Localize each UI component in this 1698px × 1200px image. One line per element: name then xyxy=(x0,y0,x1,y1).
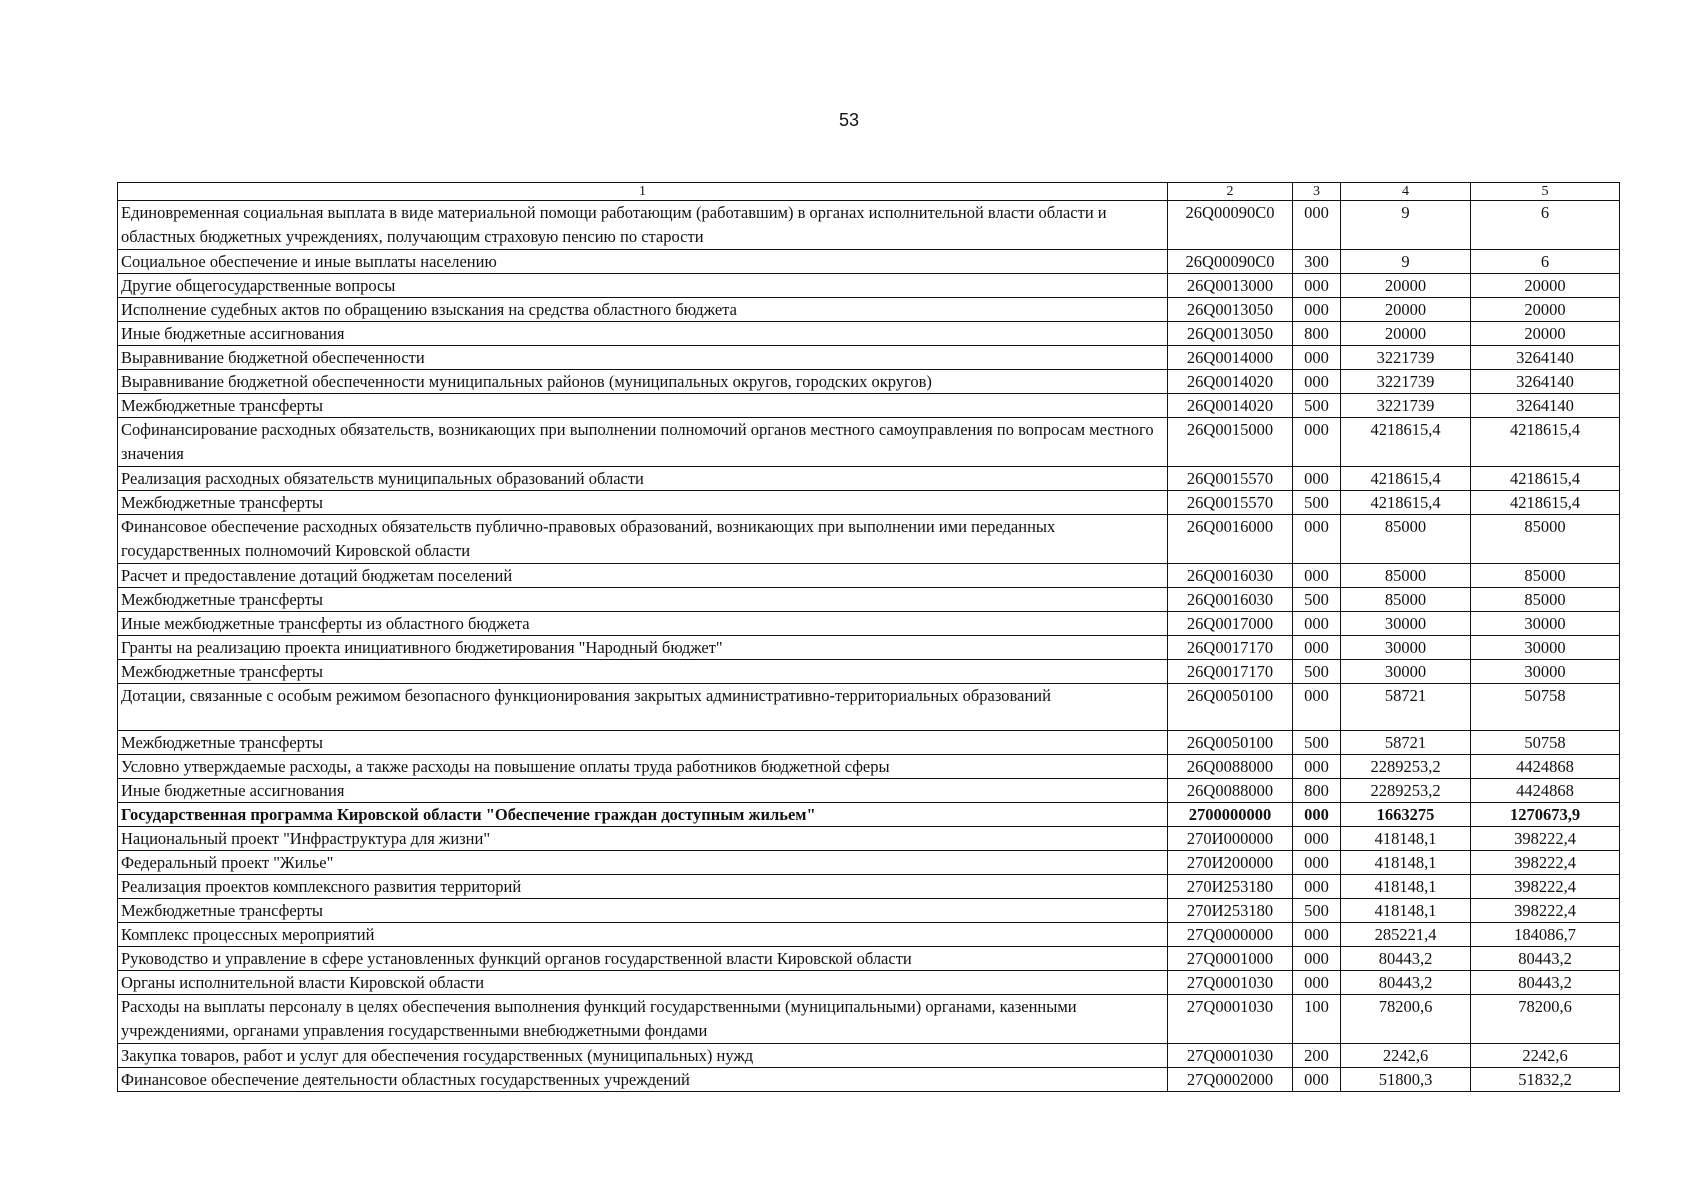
cell-code: 26Q0013050 xyxy=(1168,322,1293,346)
cell-expense-type: 000 xyxy=(1293,684,1341,731)
table-row xyxy=(118,394,1620,418)
cell-code: 270И253180 xyxy=(1168,875,1293,899)
cell-value-4: 80443,2 xyxy=(1341,947,1471,971)
cell-value-5: 6 xyxy=(1471,201,1620,250)
cell-value-4: 30000 xyxy=(1341,660,1471,684)
cell-value-4: 418148,1 xyxy=(1341,899,1471,923)
cell-code: 270И253180 xyxy=(1168,899,1293,923)
cell-value-4: 85000 xyxy=(1341,515,1471,564)
cell-name: Межбюджетные трансферты xyxy=(118,660,1168,684)
cell-value-5: 398222,4 xyxy=(1471,851,1620,875)
cell-value-4: 2289253,2 xyxy=(1341,755,1471,779)
cell-value-5: 30000 xyxy=(1471,612,1620,636)
cell-name: Межбюджетные трансферты xyxy=(118,731,1168,755)
table-row xyxy=(118,803,1620,827)
cell-value-5: 4218615,4 xyxy=(1471,467,1620,491)
cell-value-5: 4424868 xyxy=(1471,779,1620,803)
cell-expense-type: 800 xyxy=(1293,779,1341,803)
cell-name: Иные бюджетные ассигнования xyxy=(118,322,1168,346)
cell-value-5: 4424868 xyxy=(1471,755,1620,779)
header-col-5: 5 xyxy=(1471,183,1620,201)
table-row xyxy=(118,250,1620,274)
cell-value-4: 85000 xyxy=(1341,588,1471,612)
cell-code: 26Q00090C0 xyxy=(1168,250,1293,274)
cell-expense-type: 300 xyxy=(1293,250,1341,274)
table-row xyxy=(118,827,1620,851)
cell-value-4: 80443,2 xyxy=(1341,971,1471,995)
table-row xyxy=(118,1044,1620,1068)
cell-value-4: 285221,4 xyxy=(1341,923,1471,947)
header-col-4: 4 xyxy=(1341,183,1471,201)
table-row xyxy=(118,755,1620,779)
cell-code: 2700000000 xyxy=(1168,803,1293,827)
cell-value-4: 58721 xyxy=(1341,684,1471,731)
cell-value-5: 3264140 xyxy=(1471,346,1620,370)
cell-name: Федеральный проект "Жилье" xyxy=(118,851,1168,875)
cell-name: Органы исполнительной власти Кировской области xyxy=(118,971,1168,995)
cell-name: Финансовое обеспечение расходных обязательств публично-правовых образований, возникающих при выполнении ими переданных государственных полномочий Кировской области xyxy=(118,515,1168,564)
cell-expense-type: 000 xyxy=(1293,201,1341,250)
table-row xyxy=(118,995,1620,1044)
table-row xyxy=(118,731,1620,755)
cell-expense-type: 000 xyxy=(1293,827,1341,851)
table-row xyxy=(118,491,1620,515)
table-row xyxy=(118,298,1620,322)
table-body xyxy=(118,201,1620,1092)
cell-name: Выравнивание бюджетной обеспеченности муниципальных районов (муниципальных округов, городских округов) xyxy=(118,370,1168,394)
cell-name: Межбюджетные трансферты xyxy=(118,899,1168,923)
cell-code: 26Q0013050 xyxy=(1168,298,1293,322)
cell-code: 27Q0000000 xyxy=(1168,923,1293,947)
table-row xyxy=(118,588,1620,612)
cell-value-5: 4218615,4 xyxy=(1471,418,1620,467)
cell-value-4: 3221739 xyxy=(1341,394,1471,418)
cell-value-5: 50758 xyxy=(1471,684,1620,731)
cell-name: Дотации, связанные с особым режимом безопасного функционирования закрытых административно-территориальных образований xyxy=(118,684,1168,731)
cell-expense-type: 000 xyxy=(1293,851,1341,875)
cell-expense-type: 000 xyxy=(1293,755,1341,779)
cell-value-5: 3264140 xyxy=(1471,394,1620,418)
cell-expense-type: 000 xyxy=(1293,370,1341,394)
cell-expense-type: 000 xyxy=(1293,636,1341,660)
cell-expense-type: 000 xyxy=(1293,346,1341,370)
cell-code: 26Q0016030 xyxy=(1168,588,1293,612)
cell-expense-type: 000 xyxy=(1293,923,1341,947)
table-row xyxy=(118,418,1620,467)
cell-name: Руководство и управление в сфере установленных функций органов государственной власти Кировской области xyxy=(118,947,1168,971)
table-row xyxy=(118,851,1620,875)
cell-value-4: 418148,1 xyxy=(1341,875,1471,899)
cell-code: 26Q0016000 xyxy=(1168,515,1293,564)
cell-name: Софинансирование расходных обязательств, возникающих при выполнении полномочий органов местного самоуправления по вопросам местного значения xyxy=(118,418,1168,467)
cell-code: 26Q0016030 xyxy=(1168,564,1293,588)
page-number: 53 xyxy=(838,110,860,130)
cell-value-5: 85000 xyxy=(1471,588,1620,612)
header-col-2: 2 xyxy=(1168,183,1293,201)
cell-expense-type: 000 xyxy=(1293,564,1341,588)
cell-expense-type: 000 xyxy=(1293,515,1341,564)
table-row xyxy=(118,346,1620,370)
cell-value-5: 398222,4 xyxy=(1471,875,1620,899)
cell-code: 27Q0002000 xyxy=(1168,1068,1293,1092)
cell-expense-type: 000 xyxy=(1293,612,1341,636)
cell-value-4: 418148,1 xyxy=(1341,851,1471,875)
cell-expense-type: 000 xyxy=(1293,1068,1341,1092)
table-row xyxy=(118,947,1620,971)
cell-expense-type: 500 xyxy=(1293,899,1341,923)
cell-name: Другие общегосударственные вопросы xyxy=(118,274,1168,298)
cell-code: 26Q0015000 xyxy=(1168,418,1293,467)
cell-expense-type: 800 xyxy=(1293,322,1341,346)
budget-table xyxy=(117,182,1620,1092)
cell-expense-type: 000 xyxy=(1293,875,1341,899)
cell-code: 26Q0014020 xyxy=(1168,370,1293,394)
cell-value-5: 398222,4 xyxy=(1471,827,1620,851)
cell-value-5: 398222,4 xyxy=(1471,899,1620,923)
cell-name: Иные бюджетные ассигнования xyxy=(118,779,1168,803)
table-row xyxy=(118,612,1620,636)
cell-expense-type: 500 xyxy=(1293,394,1341,418)
cell-value-5: 3264140 xyxy=(1471,370,1620,394)
header-col-1: 1 xyxy=(118,183,1168,201)
cell-name: Условно утверждаемые расходы, а также расходы на повышение оплаты труда работников бюджетной сферы xyxy=(118,755,1168,779)
cell-expense-type: 000 xyxy=(1293,803,1341,827)
cell-expense-type: 000 xyxy=(1293,298,1341,322)
cell-value-5: 4218615,4 xyxy=(1471,491,1620,515)
cell-code: 26Q0014000 xyxy=(1168,346,1293,370)
cell-value-5: 184086,7 xyxy=(1471,923,1620,947)
table-row xyxy=(118,923,1620,947)
cell-value-4: 2242,6 xyxy=(1341,1044,1471,1068)
cell-code: 26Q0017000 xyxy=(1168,612,1293,636)
cell-value-4: 30000 xyxy=(1341,612,1471,636)
cell-value-4: 4218615,4 xyxy=(1341,467,1471,491)
cell-code: 27Q0001030 xyxy=(1168,1044,1293,1068)
cell-name: Реализация расходных обязательств муниципальных образований области xyxy=(118,467,1168,491)
cell-code: 26Q0013000 xyxy=(1168,274,1293,298)
cell-name: Исполнение судебных актов по обращению взыскания на средства областного бюджета xyxy=(118,298,1168,322)
cell-name: Иные межбюджетные трансферты из областного бюджета xyxy=(118,612,1168,636)
cell-name: Межбюджетные трансферты xyxy=(118,491,1168,515)
cell-expense-type: 100 xyxy=(1293,995,1341,1044)
table-row xyxy=(118,370,1620,394)
cell-expense-type: 000 xyxy=(1293,418,1341,467)
cell-expense-type: 000 xyxy=(1293,971,1341,995)
cell-code: 26Q00090C0 xyxy=(1168,201,1293,250)
cell-name: Государственная программа Кировской области "Обеспечение граждан доступным жильем" xyxy=(118,803,1168,827)
cell-expense-type: 000 xyxy=(1293,947,1341,971)
table-row xyxy=(118,779,1620,803)
cell-value-4: 418148,1 xyxy=(1341,827,1471,851)
table-row xyxy=(118,1068,1620,1092)
cell-name: Национальный проект "Инфраструктура для жизни" xyxy=(118,827,1168,851)
cell-code: 26Q0050100 xyxy=(1168,684,1293,731)
cell-value-5: 51832,2 xyxy=(1471,1068,1620,1092)
table-row xyxy=(118,564,1620,588)
cell-value-4: 9 xyxy=(1341,250,1471,274)
cell-value-4: 3221739 xyxy=(1341,346,1471,370)
cell-value-5: 80443,2 xyxy=(1471,971,1620,995)
cell-code: 26Q0050100 xyxy=(1168,731,1293,755)
table-row xyxy=(118,515,1620,564)
cell-name: Межбюджетные трансферты xyxy=(118,394,1168,418)
cell-value-4: 1663275 xyxy=(1341,803,1471,827)
cell-value-5: 30000 xyxy=(1471,660,1620,684)
cell-value-4: 9 xyxy=(1341,201,1471,250)
cell-name: Финансовое обеспечение деятельности областных государственных учреждений xyxy=(118,1068,1168,1092)
header-col-3: 3 xyxy=(1293,183,1341,201)
cell-value-4: 20000 xyxy=(1341,322,1471,346)
cell-expense-type: 500 xyxy=(1293,660,1341,684)
cell-name: Социальное обеспечение и иные выплаты населению xyxy=(118,250,1168,274)
cell-value-5: 1270673,9 xyxy=(1471,803,1620,827)
cell-value-4: 3221739 xyxy=(1341,370,1471,394)
cell-name: Расходы на выплаты персоналу в целях обеспечения выполнения функций государственными (муниципальными) органами, казенными учреждениями, органами управления государственными внебюджетными фондами xyxy=(118,995,1168,1044)
cell-name: Закупка товаров, работ и услуг для обеспечения государственных (муниципальных) нужд xyxy=(118,1044,1168,1068)
cell-expense-type: 200 xyxy=(1293,1044,1341,1068)
cell-code: 26Q0088000 xyxy=(1168,755,1293,779)
cell-code: 27Q0001030 xyxy=(1168,971,1293,995)
cell-expense-type: 500 xyxy=(1293,588,1341,612)
table-row xyxy=(118,322,1620,346)
cell-code: 26Q0015570 xyxy=(1168,491,1293,515)
cell-value-5: 85000 xyxy=(1471,564,1620,588)
cell-value-5: 85000 xyxy=(1471,515,1620,564)
cell-name: Единовременная социальная выплата в виде материальной помощи работающим (работавшим) в органах исполнительной власти области и областных бюджетных учреждениях, получающим страховую пенсию по старости xyxy=(118,201,1168,250)
cell-value-5: 78200,6 xyxy=(1471,995,1620,1044)
cell-value-5: 20000 xyxy=(1471,298,1620,322)
cell-value-5: 30000 xyxy=(1471,636,1620,660)
cell-expense-type: 500 xyxy=(1293,491,1341,515)
table-row xyxy=(118,971,1620,995)
cell-code: 270И200000 xyxy=(1168,851,1293,875)
cell-value-4: 85000 xyxy=(1341,564,1471,588)
cell-value-4: 58721 xyxy=(1341,731,1471,755)
cell-code: 27Q0001000 xyxy=(1168,947,1293,971)
cell-code: 26Q0015570 xyxy=(1168,467,1293,491)
table-row xyxy=(118,899,1620,923)
cell-name: Гранты на реализацию проекта инициативного бюджетирования "Народный бюджет" xyxy=(118,636,1168,660)
cell-code: 26Q0017170 xyxy=(1168,636,1293,660)
cell-value-5: 50758 xyxy=(1471,731,1620,755)
cell-value-5: 20000 xyxy=(1471,322,1620,346)
cell-code: 26Q0017170 xyxy=(1168,660,1293,684)
cell-expense-type: 000 xyxy=(1293,274,1341,298)
cell-value-4: 30000 xyxy=(1341,636,1471,660)
table-header-row xyxy=(118,183,1620,201)
cell-name: Межбюджетные трансферты xyxy=(118,588,1168,612)
table-row xyxy=(118,660,1620,684)
cell-code: 27Q0001030 xyxy=(1168,995,1293,1044)
cell-name: Реализация проектов комплексного развития территорий xyxy=(118,875,1168,899)
cell-code: 270И000000 xyxy=(1168,827,1293,851)
table-row xyxy=(118,636,1620,660)
cell-code: 26Q0014020 xyxy=(1168,394,1293,418)
cell-expense-type: 500 xyxy=(1293,731,1341,755)
table-row xyxy=(118,201,1620,250)
cell-name: Комплекс процессных мероприятий xyxy=(118,923,1168,947)
cell-value-4: 78200,6 xyxy=(1341,995,1471,1044)
table-row xyxy=(118,467,1620,491)
cell-value-4: 51800,3 xyxy=(1341,1068,1471,1092)
cell-value-4: 4218615,4 xyxy=(1341,491,1471,515)
cell-value-4: 20000 xyxy=(1341,274,1471,298)
cell-value-5: 20000 xyxy=(1471,274,1620,298)
cell-code: 26Q0088000 xyxy=(1168,779,1293,803)
cell-expense-type: 000 xyxy=(1293,467,1341,491)
table-row xyxy=(118,875,1620,899)
cell-value-4: 4218615,4 xyxy=(1341,418,1471,467)
cell-value-5: 2242,6 xyxy=(1471,1044,1620,1068)
cell-name: Расчет и предоставление дотаций бюджетам поселений xyxy=(118,564,1168,588)
cell-value-5: 80443,2 xyxy=(1471,947,1620,971)
cell-value-4: 2289253,2 xyxy=(1341,779,1471,803)
cell-name: Выравнивание бюджетной обеспеченности xyxy=(118,346,1168,370)
cell-value-5: 6 xyxy=(1471,250,1620,274)
table-row xyxy=(118,684,1620,731)
table-row xyxy=(118,274,1620,298)
cell-value-4: 20000 xyxy=(1341,298,1471,322)
